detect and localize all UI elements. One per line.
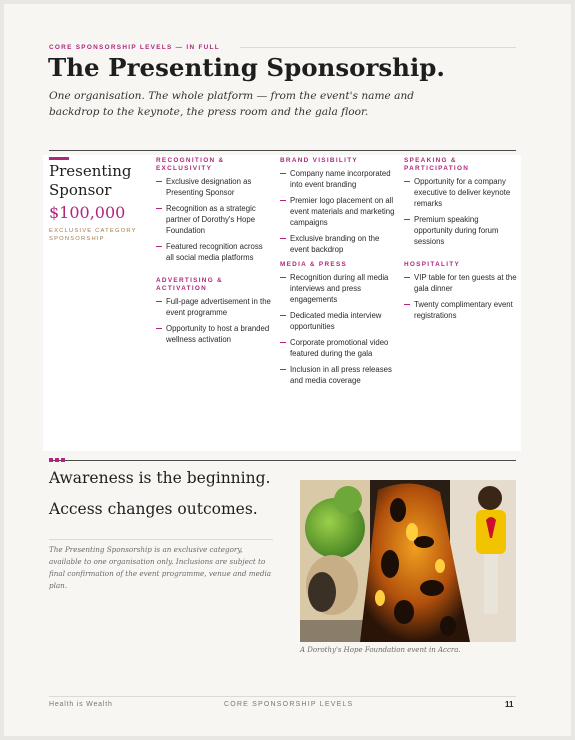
benefit-section <box>280 261 395 386</box>
accent-dots-icon <box>49 458 65 462</box>
tier-category-note: EXCLUSIVE CATEGORY SPONSORSHIP <box>49 228 137 242</box>
benefit-section <box>404 261 519 321</box>
benefit-item: Exclusive designation as Presenting Sponsor <box>156 176 271 198</box>
dash-bullet-icon <box>156 181 162 182</box>
top-divider <box>49 150 516 151</box>
benefits-column-1 <box>156 157 271 351</box>
benefits-column-2 <box>280 157 395 392</box>
dash-bullet-icon <box>156 328 162 329</box>
benefit-item: Featured recognition across all social media platforms <box>156 241 271 263</box>
tier-price: $100,000 <box>49 203 126 222</box>
benefit-section <box>156 157 271 263</box>
benefit-section-title: RECOGNITION & EXCLUSIVITY <box>156 157 225 172</box>
benefit-item: Premier logo placement on all event materials and marketing campaigns <box>280 195 395 228</box>
benefit-item: Corporate promotional video featured during the gala <box>280 337 395 359</box>
photo-caption: A Dorothy's Hope Foundation event in Accra. <box>300 646 461 654</box>
fine-print: The Presenting Sponsorship is an exclusive category, available to one organisation only. Inclusions are subject to final confirmation of the event programme, venue and media plan. <box>49 545 272 590</box>
closing-headline-1: Awareness is the beginning. <box>49 469 271 487</box>
fine-print-divider <box>49 539 273 540</box>
dash-bullet-icon <box>156 301 162 302</box>
benefit-item: Recognition during all media interviews and press engagements <box>280 272 395 305</box>
page-title: The Presenting Sponsorship. <box>48 53 445 82</box>
dash-bullet-icon <box>280 200 286 201</box>
benefit-section <box>156 277 271 345</box>
benefit-item: Recognition as a strategic partner of Dorothy's Hope Foundation <box>156 203 271 236</box>
page-number: 11 <box>505 700 514 709</box>
benefit-item: Opportunity for a company executive to deliver keynote remarks <box>404 176 519 209</box>
dash-bullet-icon <box>156 246 162 247</box>
closing-headline-2: Access changes outcomes. <box>49 500 258 518</box>
tier-name: Presenting Sponsor <box>49 162 132 199</box>
benefit-item: Premium speaking opportunity during forum sessions <box>404 214 519 247</box>
footer-left: Health is Wealth <box>49 701 113 708</box>
eyebrow-divider <box>240 47 516 48</box>
dash-bullet-icon <box>404 181 410 182</box>
benefit-section-title: HOSPITALITY <box>404 261 461 268</box>
benefits-column-3 <box>404 157 519 327</box>
dash-bullet-icon <box>280 342 286 343</box>
page-lede: One organisation. The whole platform — from the event's name and backdrop to the keynote, the press room and the gala floor. <box>49 90 415 118</box>
benefit-item: Opportunity to host a branded wellness activation <box>156 323 271 345</box>
benefit-item: Full-page advertisement in the event programme <box>156 296 271 318</box>
tier-accent-mark <box>49 157 69 160</box>
benefit-item: Company name incorporated into event branding <box>280 168 395 190</box>
dash-bullet-icon <box>156 208 162 209</box>
benefit-item: Dedicated media interview opportunities <box>280 310 395 332</box>
dash-bullet-icon <box>404 219 410 220</box>
benefit-item: Inclusion in all press releases and media coverage <box>280 364 395 386</box>
benefit-section-title: BRAND VISIBILITY <box>280 157 358 164</box>
footer-center: CORE SPONSORSHIP LEVELS <box>224 701 354 708</box>
dash-bullet-icon <box>404 304 410 305</box>
benefit-section <box>280 157 395 255</box>
benefit-item: Twenty complimentary event registrations <box>404 299 519 321</box>
dash-bullet-icon <box>280 277 286 278</box>
dash-bullet-icon <box>280 238 286 239</box>
section-eyebrow: CORE SPONSORSHIP LEVELS — IN FULL <box>49 44 220 51</box>
dash-bullet-icon <box>280 315 286 316</box>
footer-divider <box>49 696 516 697</box>
benefit-section-title: ADVERTISING & ACTIVATION <box>156 277 223 292</box>
event-photo-illustration <box>300 480 516 642</box>
event-photo <box>300 480 516 642</box>
benefit-section-title: SPEAKING & PARTICIPATION <box>404 157 470 172</box>
benefit-section-title: MEDIA & PRESS <box>280 261 348 268</box>
benefit-section <box>404 157 519 247</box>
closing-divider <box>49 460 516 461</box>
dash-bullet-icon <box>404 277 410 278</box>
benefit-item: Exclusive branding on the event backdrop <box>280 233 395 255</box>
dash-bullet-icon <box>280 173 286 174</box>
benefit-item: VIP table for ten guests at the gala dinner <box>404 272 519 294</box>
dash-bullet-icon <box>280 369 286 370</box>
